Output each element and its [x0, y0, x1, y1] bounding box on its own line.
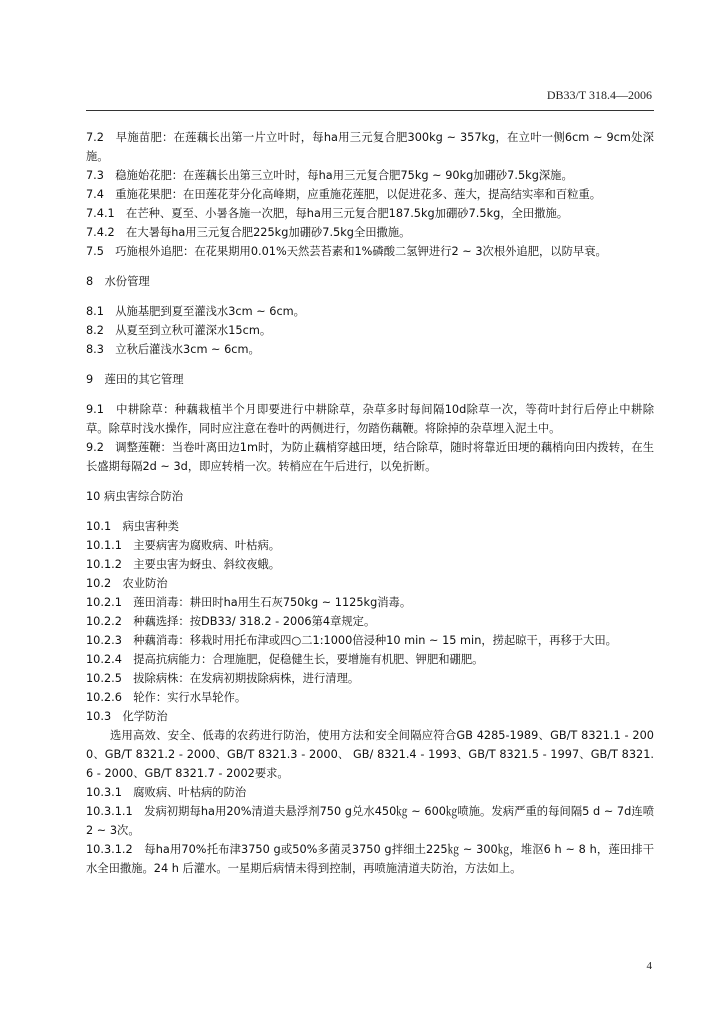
- clause-8-3: 8.3 立秋后灌浅水3cm ~ 6cm。: [86, 343, 260, 356]
- clause-10-3-1: 10.3.1 腐败病、叶枯病的防治: [86, 786, 247, 799]
- clause-7-4-1: 7.4.1 在芒种、夏至、小暑各施一次肥，每ha用三元复合肥187.5kg加硼砂7.5kg，全田撒施。: [86, 207, 569, 220]
- clause-10-2-6: 10.2.6 轮作：实行水旱轮作。: [86, 691, 247, 704]
- clause-9-1: 9.1 中耕除草：种藕栽植半个月即要进行中耕除草，杂草多时每间隔10d除草一次，等荷叶封行后停止中耕除草。除草时浅水操作，同时应注意在卷叶的两侧进行，勿踏伤藕鞭。将除掉的杂草埋入泥土中。: [86, 403, 654, 435]
- clause-9-2: 9.2 调整莲鞭：当卷叶离田边1m时，为防止藕梢穿越田埂，结合除草，随时将靠近田埂的藕梢向田内拨转，在生长盛期每隔2d ~ 3d，即应转梢一次。转梢应在午后进行，以免折断。: [86, 441, 654, 473]
- clause-10-3-1-1: 10.3.1.1 发病初期每ha用20%清道夫悬浮剂750 g兑水450㎏ ~ 600㎏喷施。发病严重的每间隔5 d ~ 7d连喷2 ~ 3次。: [86, 805, 654, 837]
- clause-10-1-1: 10.1.1 主要病害为腐败病、叶枯病。: [86, 539, 281, 552]
- clause-10-3-1-2: 10.3.1.2 每ha用70%托布津3750 g或50%多菌灵3750 g拌细土225㎏ ~ 300㎏，堆沤6 h ~ 8 h，莲田排干水全田撒施。24 h 后灌水。一星期后病情未得到控制，再喷施清道夫防治，方法如上。: [86, 843, 654, 875]
- clause-7-2: 7.2 早施苗肥：在莲藕长出第一片立叶时，每ha用三元复合肥300kg ~ 357kg，在立叶一侧6cm ~ 9cm处深施。: [86, 131, 654, 163]
- clause-8-2: 8.2 从夏至到立秋可灌深水15cm。: [86, 324, 272, 337]
- clause-7-3: 7.3 稳施始花肥：在莲藕长出第三立叶时，每ha用三元复合肥75kg ~ 90kg加硼砂7.5kg深施。: [86, 169, 573, 182]
- section-10-heading: 10 病虫害综合防治: [86, 490, 184, 503]
- clause-8-1: 8.1 从施基肥到夏至灌浅水3cm ~ 6cm。: [86, 305, 305, 318]
- clause-10-1-2: 10.1.2 主要虫害为蚜虫、斜纹夜蛾。: [86, 558, 281, 571]
- standard-code: DB33/T 318.4—2006: [546, 88, 652, 102]
- section-9-heading: 9 莲田的其它管理: [86, 373, 184, 386]
- header-divider: [86, 110, 654, 111]
- clause-10-2-5: 10.2.5 拔除病株：在发病初期拔除病株，进行清理。: [86, 672, 360, 685]
- clause-10-2-4: 10.2.4 提高抗病能力：合理施肥，促稳健生长，要增施有机肥、钾肥和硼肥。: [86, 653, 484, 666]
- clause-10-2-3: 10.2.3 种藕消毒：移栽时用托布津或四○二1:1000倍浸种10 min ~ 15 min，捞起晾干，再移于大田。: [86, 634, 617, 647]
- clause-7-5: 7.5 巧施根外追肥：在花果期用0.01%天然芸苔素和1%磷酸二氢钾进行2 ~ 3次根外追肥，以防早衰。: [86, 245, 607, 258]
- section-8-heading: 8 水份管理: [86, 275, 150, 288]
- clause-10-1: 10.1 病虫害种类: [86, 520, 179, 533]
- page-number: 4: [646, 960, 652, 972]
- clause-10-3: 10.3 化学防治: [86, 710, 168, 723]
- clause-10-3-intro: 选用高效、安全、低毒的农药进行防治，使用方法和安全间隔应符合GB 4285-1989、GB/T 8321.1 - 2000、GB/T 8321.2 - 2000、GB/T 8321.3 - 2000、 GB/ 8321.4 - 1993、GB/T 8321.5 - 1997、GB/T 8321.6 - 2000、GB/T 8321.7 - 2002要求。: [86, 729, 654, 780]
- clause-10-2: 10.2 农业防治: [86, 577, 168, 590]
- document-body: [86, 128, 654, 878]
- clause-7-4-2: 7.4.2 在大暑每ha用三元复合肥225kg加硼砂7.5kg全田撒施。: [86, 226, 411, 239]
- clause-10-2-1: 10.2.1 莲田消毒：耕田时ha用生石灰750kg ~ 1125kg消毒。: [86, 596, 412, 609]
- clause-7-4: 7.4 重施花果肥：在田莲花芽分化高峰期，应重施花莲肥，以促进花多、莲大，提高结实率和百粒重。: [86, 188, 602, 201]
- clause-10-2-2: 10.2.2 种藕选择：按DB33/ 318.2 - 2006第4章规定。: [86, 615, 376, 628]
